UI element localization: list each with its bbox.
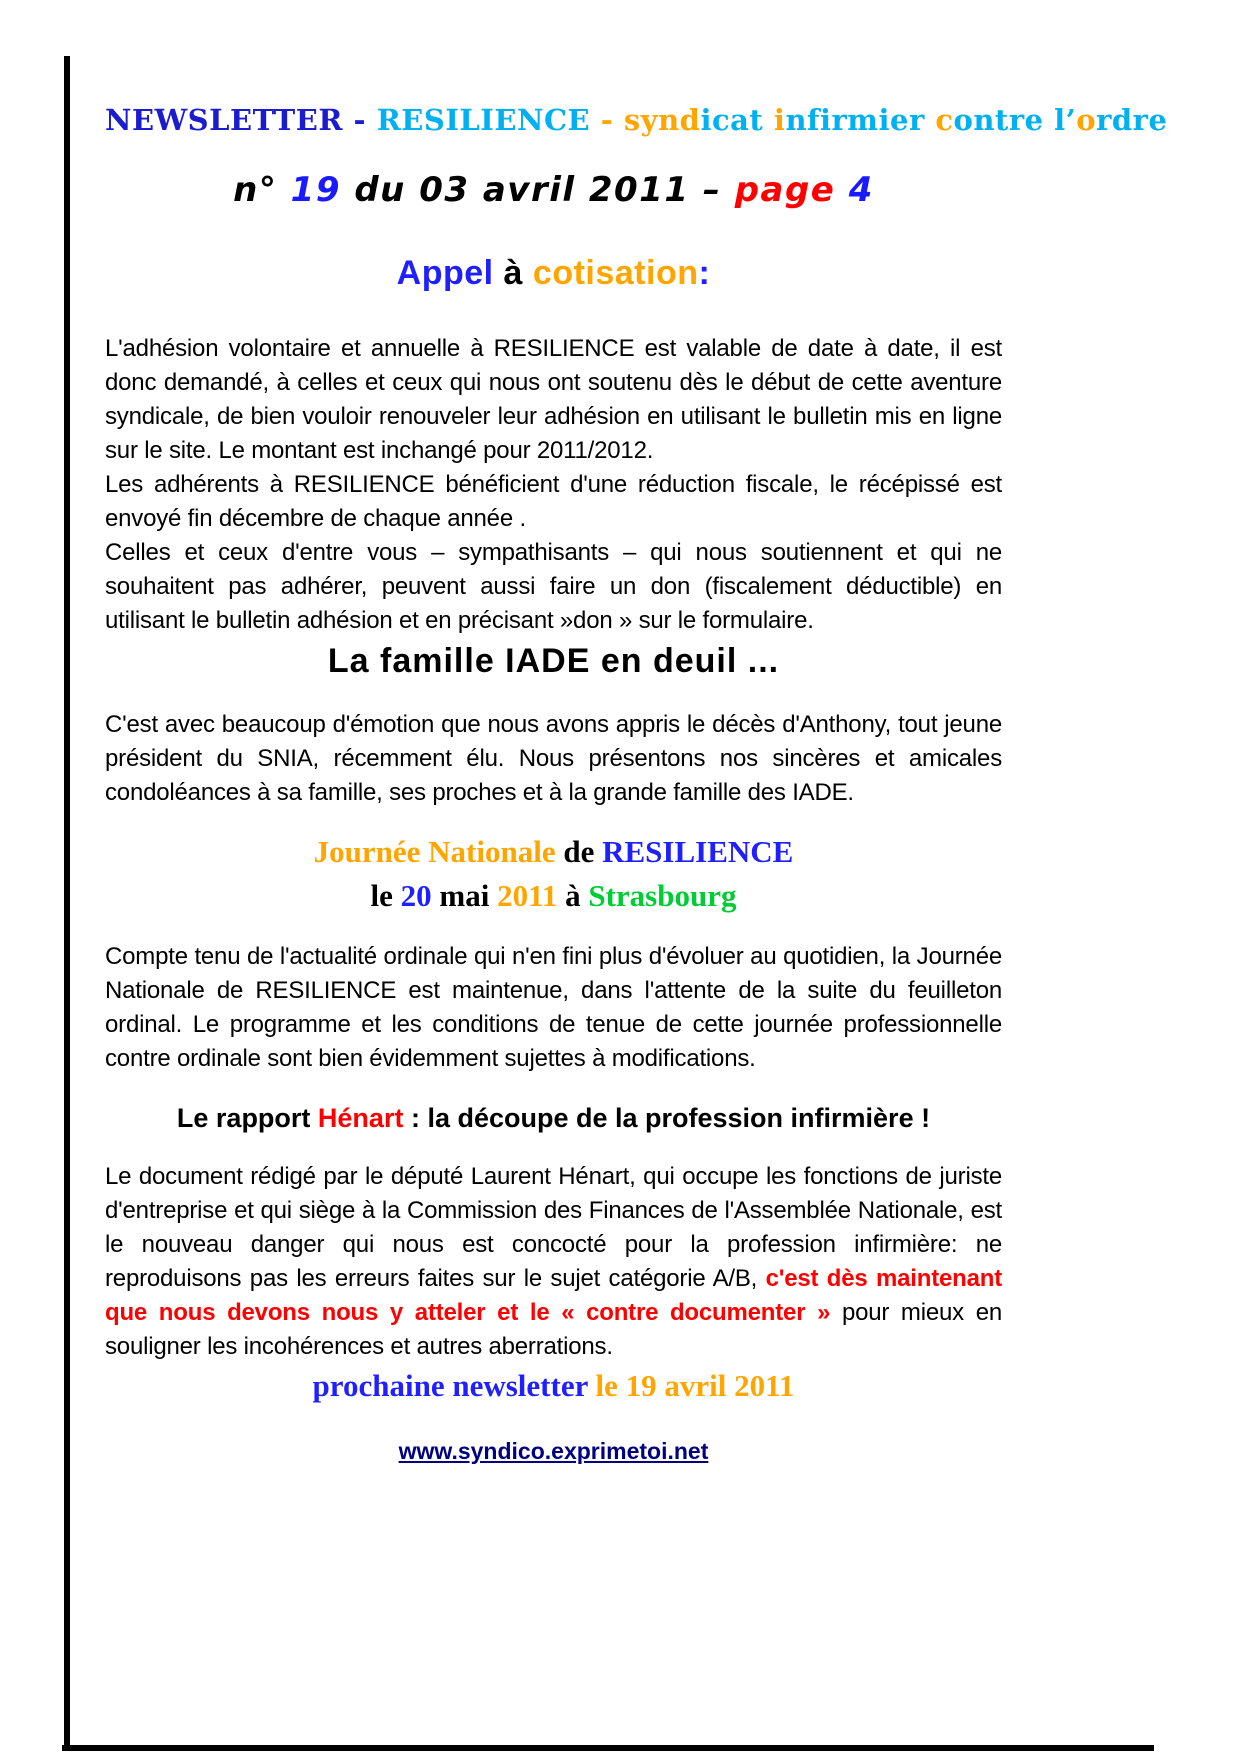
text-segment: nfirmier	[785, 103, 936, 137]
scan-edge-bottom	[62, 1745, 1154, 1751]
appel-cotisation-heading	[105, 250, 1002, 296]
text-segment: RESILIENCE	[602, 834, 794, 869]
site-url-link[interactable]: www.syndico.exprimetoi.net	[398, 1438, 709, 1464]
journee-paragraph: Compte tenu de l'actualité ordinale qui n'en fini plus d'évoluer au quotidien, la Journée Nationale de RESILIENCE est maintenue, dans l'attente de la suite du feuilleton ordinal. Le programme et les conditions de tenue de cette journée professionnelle contre ordinale sont bien évidemment sujettes à modifications.	[105, 943, 1002, 1072]
appel-paragraph-1: L'adhésion volontaire et annuelle à RESILIENCE est valable de date à date, il est donc demandé, à celles et ceux qui nous ont soutenu dès le début de cette aventure syndicale, de bien vouloir renouveler leur adhésion en utilisant le bulletin mis en ligne sur le site. Le montant est inchangé pour 2011/2012.	[105, 335, 1002, 464]
text-segment: mai	[431, 878, 498, 913]
text-segment: Appel	[396, 254, 494, 292]
text-segment: Journée Nationale	[313, 834, 564, 869]
text-segment: :	[698, 254, 711, 292]
text-segment: Le document rédigé par le député Laurent Hénart, qui occupe les fonctions de juriste d'entreprise et qui siège à la Commission des Finances de l'Assemblée Nationale, est le nouveau danger qui nous est concocté pour la profession infirmière: ne reproduisons pas les erreurs faites sur le sujet catégorie A/B,	[105, 1163, 1002, 1292]
text-segment: 20	[400, 878, 432, 913]
text-segment: 19	[290, 170, 341, 210]
text-segment: o	[1076, 103, 1097, 137]
text-segment: -	[590, 103, 624, 137]
text-segment: NEWSLETTER	[105, 103, 343, 137]
text-segment: 2011	[497, 878, 558, 913]
text-segment: 4	[835, 170, 874, 210]
text-segment: pour mieux en souligner les incohérences et autres aberrations.	[105, 1299, 1002, 1360]
text-segment: prochaine newsletter	[312, 1368, 588, 1403]
text-segment: i	[773, 103, 786, 137]
text-segment: à	[493, 254, 533, 292]
journee-heading-line2	[105, 874, 1002, 918]
text-segment: -	[342, 103, 377, 137]
henart-paragraph	[105, 1160, 1002, 1364]
journee-heading-line1	[105, 830, 1002, 874]
scan-edge-left	[64, 56, 70, 1748]
text-segment: le 19 avril 2011	[587, 1368, 795, 1403]
text-segment: ontre l’	[953, 103, 1077, 137]
issue-date-line	[105, 164, 1002, 216]
text-segment: synd	[623, 103, 701, 137]
appel-paragraph-3: Celles et ceux d'entre vous – sympathisants – qui nous soutiennent et qui ne souhaitent pas adhérer, peuvent aussi faire un don (fiscalement déductible) en utilisant le bulletin adhésion et en précisant »don » sur le formulaire.	[105, 539, 1002, 634]
text-segment: c	[935, 103, 954, 137]
text-segment: de	[563, 834, 603, 869]
text-segment: RESILIENCE	[376, 103, 591, 137]
text-segment: du 03 avril 2011 –	[340, 170, 735, 210]
henart-heading	[105, 1098, 1002, 1138]
text-segment: : la découpe de la profession infirmière !	[403, 1103, 931, 1133]
text-segment: icat	[700, 103, 774, 137]
text-segment: n°	[233, 170, 291, 210]
iade-heading: La famille IADE en deuil ...	[327, 642, 780, 680]
page-content	[105, 0, 1168, 1470]
appel-paragraph-2: Les adhérents à RESILIENCE bénéficient d'une réduction fiscale, le récépissé est envoyé fin décembre de chaque année .	[105, 471, 1002, 532]
journee-heading	[105, 830, 1002, 918]
next-newsletter-line	[105, 1364, 1002, 1408]
text-segment: Strasbourg	[588, 878, 737, 913]
text-segment: c'est dès maintenant que nous devons nous y atteler et le « contre documenter »	[105, 1265, 1002, 1326]
text-segment: Hénart	[317, 1103, 404, 1133]
text-segment: Le rapport	[176, 1103, 318, 1133]
text-segment: à	[557, 878, 589, 913]
site-url-line	[105, 1436, 1002, 1470]
text-segment: page	[734, 170, 836, 210]
iade-paragraph: C'est avec beaucoup d'émotion que nous avons appris le décès d'Anthony, tout jeune président du SNIA, récemment élu. Nous présentons nos sincères et amicales condoléances à sa famille, ses proches et à la grande famille des IADE.	[105, 711, 1002, 806]
text-segment: rdre	[1096, 103, 1168, 137]
text-segment: cotisation	[532, 254, 699, 292]
newsletter-title	[105, 100, 1168, 140]
text-segment: le	[370, 878, 401, 913]
